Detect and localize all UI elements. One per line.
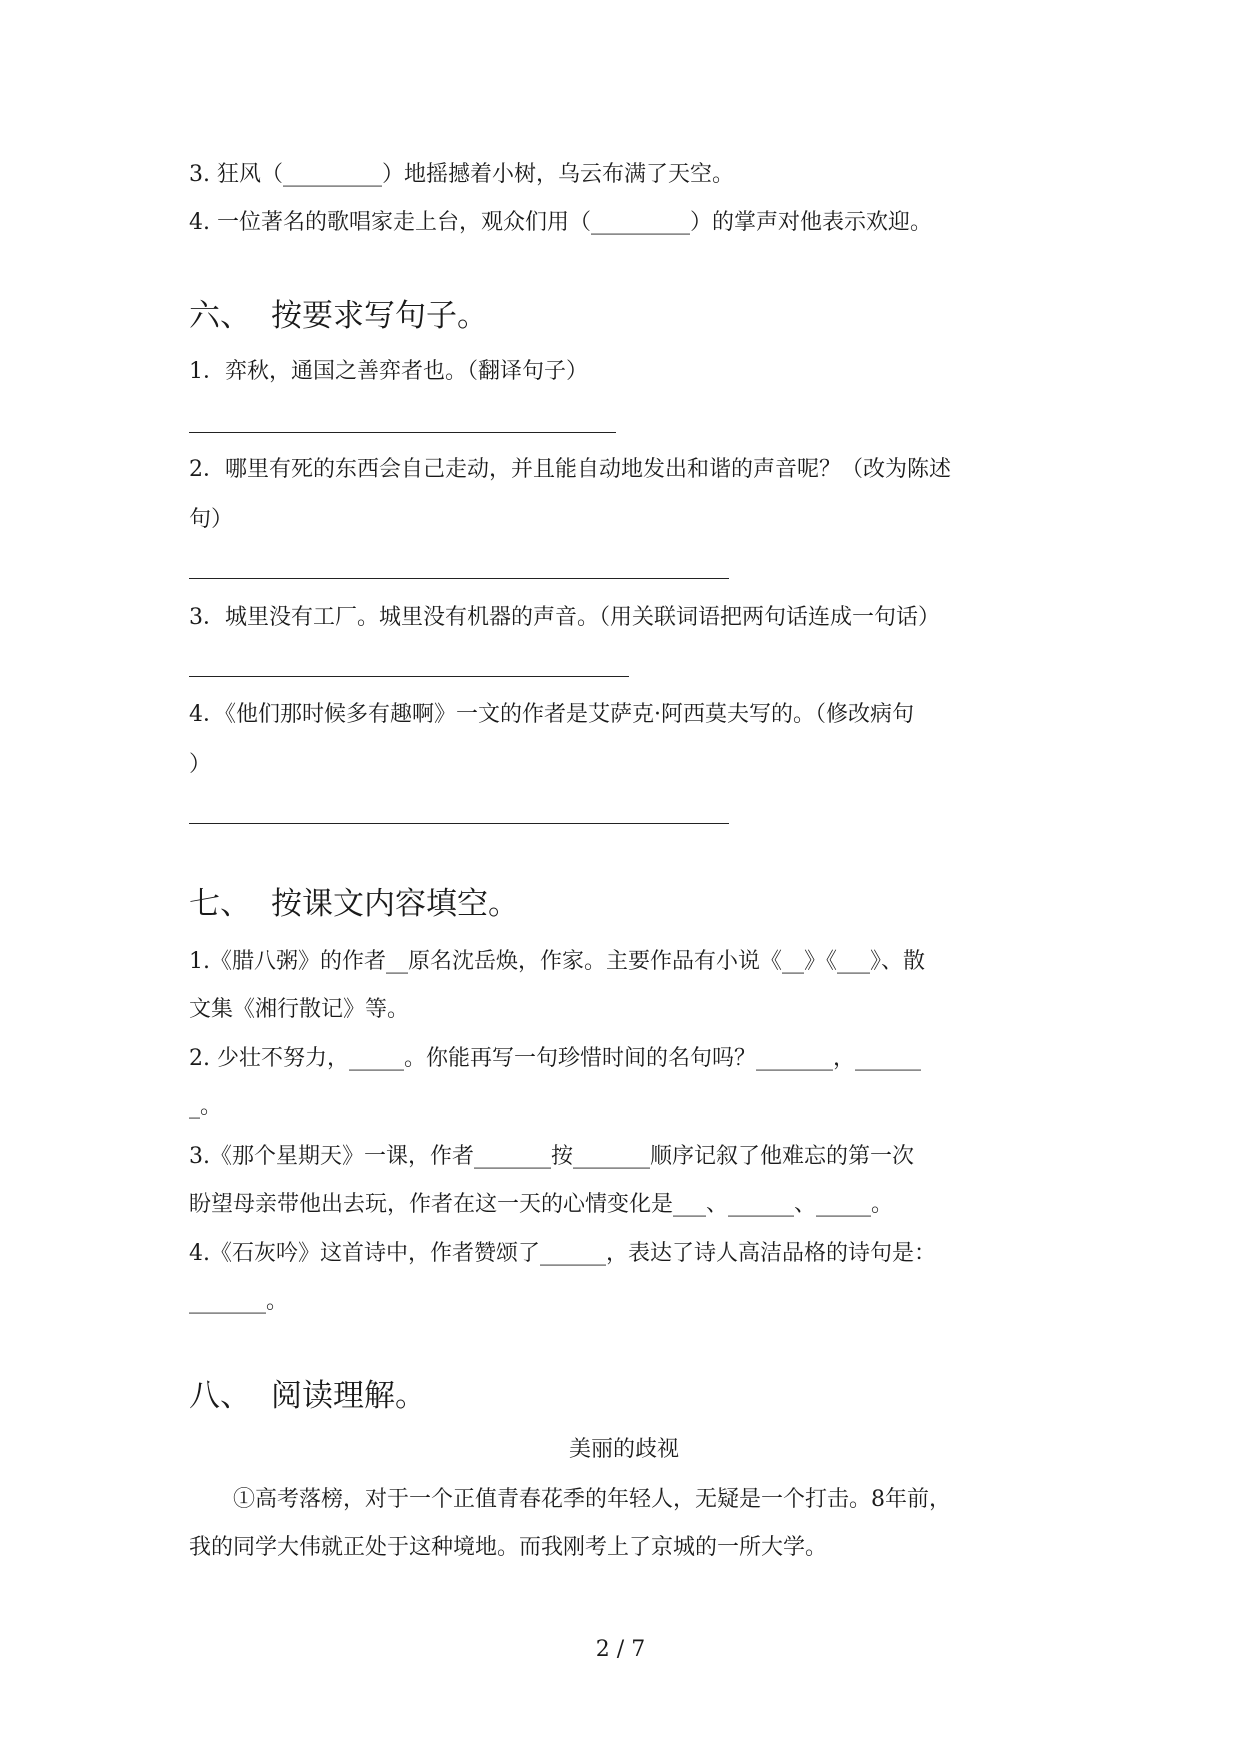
question-7-4-line1: 4.《石灰吟》这首诗中，作者赞颂了______，表达了诗人高洁品格的诗句是： — [189, 1241, 936, 1266]
question-7-3-line2: 盼望母亲带他出去玩，作者在这一天的心情变化是___、______、_____。 — [189, 1192, 894, 1217]
question-7-1-line2: 文集《湘行散记》等。 — [189, 997, 410, 1022]
article-title: 美丽的歧视 — [568, 1437, 679, 1462]
question-6-1: 1．弈秋，通国之善弈者也。（翻译句子） — [189, 359, 588, 384]
article-paragraph-1-line2: 我的同学大伟就正处于这种境地。而我刚考上了京城的一所大学。 — [189, 1535, 828, 1560]
section-7-number: 七、 — [189, 886, 251, 922]
article-paragraph-1-line1: ①高考落榜，对于一个正值青春花季的年轻人，无疑是一个打击。8年前， — [233, 1487, 951, 1512]
section-8-heading — [189, 1376, 1059, 1416]
question-6-2-line2: 句） — [189, 507, 234, 532]
question-6-3: 3．城里没有工厂。城里没有机器的声音。（用关联词语把两句话连成一句话） — [189, 605, 940, 630]
question-5-4: 4. 一位著名的歌唱家走上台，观众们用（_________）的掌声对他表示欢迎。 — [189, 210, 932, 235]
answer-line-6-3 — [189, 676, 629, 677]
answer-line-6-1 — [189, 432, 616, 433]
question-6-2-line1: 2．哪里有死的东西会自己走动，并且能自动地发出和谐的声音呢？（改为陈述 — [189, 457, 951, 482]
question-7-2-line1: 2. 少壮不努力，_____。你能再写一句珍惜时间的名句吗？_______，______ — [189, 1046, 921, 1071]
question-7-3-line1: 3.《那个星期天》一课，作者_______按_______顺序记叙了他难忘的第一次 — [189, 1144, 914, 1169]
question-6-4-line2: ） — [189, 752, 212, 777]
section-8-title: 阅读理解。 — [271, 1378, 426, 1414]
section-6-title: 按要求写句子。 — [271, 298, 488, 334]
question-7-4-line2: _______。 — [189, 1289, 289, 1314]
section-8-number: 八、 — [189, 1378, 251, 1414]
page-number: 2 / 7 — [595, 1637, 646, 1662]
question-5-3: 3. 狂风（_________）地摇撼着小树，乌云布满了天空。 — [189, 162, 734, 187]
answer-line-6-2 — [189, 578, 729, 579]
answer-line-6-4 — [189, 823, 729, 824]
section-7-heading — [189, 884, 1059, 924]
question-7-2-line2: _。 — [189, 1094, 223, 1119]
question-6-4-line1: 4．《他们那时候多有趣啊》一文的作者是艾萨克·阿西莫夫写的。（修改病句 — [189, 702, 914, 727]
section-6-number: 六、 — [189, 298, 251, 334]
section-6-heading — [189, 296, 1059, 336]
question-7-1-line1: 1.《腊八粥》的作者__原名沈岳焕，作家。主要作品有小说《__》《___》、散 — [189, 949, 925, 974]
section-7-title: 按课文内容填空。 — [271, 886, 519, 922]
